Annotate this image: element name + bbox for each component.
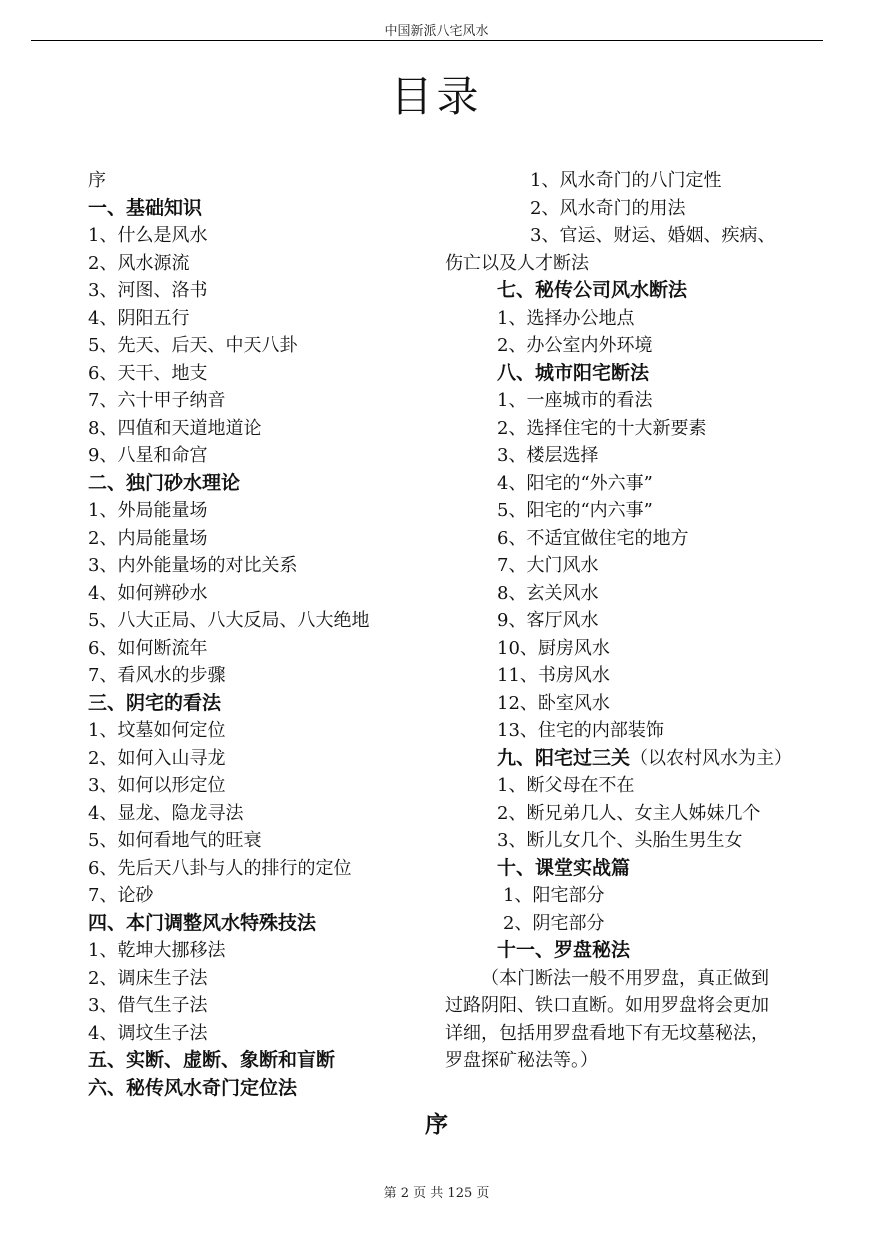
- toc-entry-text: 3、楼层选择: [497, 445, 599, 466]
- toc-entry-note: （以农村风水为主）: [630, 747, 793, 769]
- toc-entry-text: 3、河图、洛书: [88, 280, 208, 301]
- toc-entry: [88, 360, 369, 388]
- toc-entry-text: 9、客厅风水: [497, 610, 599, 631]
- page-header: 中国新派八宅风水: [384, 24, 489, 39]
- toc-entry: [445, 580, 830, 608]
- toc-entry: [88, 305, 369, 333]
- toc-entry: [445, 662, 830, 690]
- toc-entry: [88, 855, 369, 883]
- toc-entry-text: 5、如何看地气的旺衰: [88, 830, 262, 851]
- toc-entry-text: 6、天干、地支: [88, 362, 208, 384]
- toc-entry: [88, 745, 369, 773]
- toc-section-heading: [445, 855, 830, 883]
- toc-entry-text: 十、课堂实战篇: [497, 856, 631, 879]
- toc-section-heading: [445, 937, 830, 965]
- header-rule: [31, 40, 823, 41]
- page-footer: 第 2 页 共 125 页: [383, 1186, 490, 1201]
- toc-section-heading: [88, 910, 369, 938]
- toc-entry: [88, 415, 369, 443]
- toc-entry-text: 四、本门调整风水特殊技法: [88, 911, 317, 934]
- toc-entry: [445, 552, 830, 580]
- toc-entry: [88, 607, 369, 635]
- toc-entry: [88, 250, 369, 278]
- toc-entry: [445, 717, 830, 745]
- toc-entry-text: 4、阴阳五行: [88, 307, 190, 329]
- toc-entry: [88, 442, 369, 470]
- toc-entry: [445, 992, 830, 1020]
- toc-entry-text: 11、书房风水: [497, 665, 610, 686]
- toc-entry-text: 序: [88, 170, 106, 191]
- toc-entry: [445, 882, 830, 910]
- toc-entry-text: 2、断兄弟几人、女主人姊妹几个: [497, 802, 761, 824]
- toc-entry: [445, 195, 830, 223]
- toc-entry: [88, 525, 369, 553]
- toc-entry: [445, 497, 830, 525]
- toc-entry-text: 3、断儿女几个、头胎生男生女: [497, 830, 743, 851]
- toc-entry-text: 2、调床生子法: [88, 967, 208, 989]
- toc-entry: [88, 222, 369, 250]
- toc-entry-text: 7、看风水的步骤: [88, 665, 226, 686]
- toc-entry: [88, 965, 369, 993]
- toc-entry-text: 8、四值和天道地道论: [88, 417, 262, 439]
- toc-entry: [445, 827, 830, 855]
- toc-entry: [88, 827, 369, 855]
- toc-entry-text: 2、选择住宅的十大新要素: [497, 417, 707, 439]
- toc-entry-text: 6、如何断流年: [88, 637, 208, 659]
- toc-entry-text: 3、内外能量场的对比关系: [88, 555, 298, 576]
- toc-entry: [445, 415, 830, 443]
- toc-section-heading: [445, 277, 830, 305]
- toc-entry: [88, 635, 369, 663]
- toc-entry-text: 1、阳宅部分: [503, 885, 605, 906]
- toc-entry-text: 2、如何入山寻龙: [88, 747, 226, 769]
- toc-entry-text: 5、阳宅的“内六事”: [497, 500, 653, 521]
- toc-entry-text: 2、风水源流: [88, 252, 190, 274]
- toc-entry: [88, 332, 369, 360]
- toc-entry-text: 4、阳宅的“外六事”: [497, 472, 653, 494]
- toc-entry-text: 1、断父母在不在: [497, 775, 635, 796]
- toc-section-heading: [88, 690, 369, 718]
- toc-entry-text: 1、一座城市的看法: [497, 390, 653, 411]
- toc-section-heading: [445, 360, 830, 388]
- toc-entry: [445, 910, 830, 938]
- toc-section-heading: [88, 1075, 369, 1103]
- toc-entry-text: 5、先天、后天、中天八卦: [88, 335, 298, 356]
- toc-entry-text: 八、城市阳宅断法: [497, 361, 650, 384]
- toc-right-column: [445, 167, 830, 1075]
- toc-section-heading: [88, 195, 369, 223]
- toc-section-heading: [445, 745, 830, 773]
- toc-entry: [445, 965, 830, 993]
- toc-entry-text: 4、显龙、隐龙寻法: [88, 802, 244, 824]
- toc-entry-text: 3、如何以形定位: [88, 775, 226, 796]
- toc-entry-text: 十一、罗盘秘法: [497, 939, 631, 961]
- toc-entry: [445, 442, 830, 470]
- toc-entry-text: 4、如何辨砂水: [88, 582, 208, 604]
- toc-entry: [88, 717, 369, 745]
- toc-entry: [88, 497, 369, 525]
- toc-entry: [445, 635, 830, 663]
- toc-entry-text: 1、风水奇门的八门定性: [530, 170, 722, 191]
- toc-entry-text: 1、什么是风水: [88, 225, 208, 246]
- toc-entry: [445, 525, 830, 553]
- toc-entry: [88, 772, 369, 800]
- toc-entry-text: 9、八星和命宫: [88, 445, 208, 466]
- toc-entry: [88, 580, 369, 608]
- toc-entry: [445, 800, 830, 828]
- toc-entry: [88, 662, 369, 690]
- toc-entry-text: 罗盘探矿秘法等。）: [445, 1050, 598, 1071]
- toc-entry-text: （本门断法一般不用罗盘，真正做到: [481, 967, 769, 989]
- toc-entry: [445, 305, 830, 333]
- toc-entry: [445, 1020, 830, 1048]
- toc-entry-text: 七、秘传公司风水断法: [497, 279, 688, 301]
- toc-left-column: [88, 167, 369, 1102]
- toc-entry-text: 五、实断、虚断、象断和盲断: [88, 1049, 336, 1071]
- toc-entry-text: 过路阴阳、铁口直断。如用罗盘将会更加: [445, 995, 769, 1016]
- toc-entry-text: 二、独门砂水理论: [88, 471, 241, 494]
- toc-entry-text: 3、官运、财运、婚姻、疾病、: [530, 225, 776, 246]
- toc-entry-text: 2、内局能量场: [88, 527, 208, 549]
- toc-entry-text: 1、坟墓如何定位: [88, 720, 226, 741]
- toc-entry: [445, 772, 830, 800]
- toc-entry-text: 2、阴宅部分: [503, 912, 605, 934]
- toc-entry-text: 三、阴宅的看法: [88, 691, 222, 714]
- toc-entry-text: 12、卧室风水: [497, 692, 610, 714]
- toc-entry-text: 7、论砂: [88, 885, 154, 906]
- toc-entry: [445, 222, 830, 250]
- toc-entry-text: 8、玄关风水: [497, 582, 599, 604]
- toc-entry: [445, 607, 830, 635]
- toc-entry: [88, 1020, 369, 1048]
- toc-entry: [445, 1047, 830, 1075]
- toc-entry-text: 六、秘传风水奇门定位法: [88, 1076, 298, 1099]
- section-heading: 序: [425, 1112, 448, 1138]
- toc-entry-text: 7、大门风水: [497, 555, 599, 576]
- toc-entry-text: 10、厨房风水: [497, 637, 610, 659]
- toc-entry-text: 5、八大正局、八大反局、八大绝地: [88, 610, 370, 631]
- toc-entry-text: 一、基础知识: [88, 196, 203, 219]
- toc-entry-text: 伤亡以及人才断法: [445, 252, 589, 274]
- toc-entry: [445, 332, 830, 360]
- toc-title: 目录: [390, 72, 483, 121]
- toc-entry: [88, 552, 369, 580]
- toc-entry: [445, 470, 830, 498]
- toc-entry: [445, 690, 830, 718]
- toc-entry-text: 7、六十甲子纳音: [88, 390, 226, 411]
- toc-entry-text: 6、先后天八卦与人的排行的定位: [88, 857, 352, 879]
- toc-entry: [445, 167, 830, 195]
- toc-entry: [88, 277, 369, 305]
- toc-section-heading: [88, 470, 369, 498]
- toc-entry: [88, 937, 369, 965]
- toc-entry: [88, 800, 369, 828]
- toc-entry-text: 详细，包括用罗盘看地下有无坟墓秘法，: [445, 1022, 769, 1044]
- toc-entry-text: 1、选择办公地点: [497, 307, 635, 329]
- toc-entry: [88, 387, 369, 415]
- toc-entry-text: 1、乾坤大挪移法: [88, 940, 226, 961]
- toc-section-heading: [88, 1047, 369, 1075]
- toc-entry: [88, 882, 369, 910]
- toc-entry-text: 九、阳宅过三关: [497, 746, 631, 769]
- toc-entry-text: 2、办公室内外环境: [497, 335, 653, 356]
- toc-entry: [88, 167, 369, 195]
- toc-entry: [445, 250, 830, 278]
- toc-entry-text: 4、调坟生子法: [88, 1022, 208, 1044]
- toc-entry-text: 1、外局能量场: [88, 500, 208, 521]
- toc-entry: [445, 387, 830, 415]
- toc-entry-text: 3、借气生子法: [88, 995, 208, 1016]
- toc-entry-text: 6、不适宜做住宅的地方: [497, 527, 689, 549]
- toc-entry-text: 13、住宅的内部装饰: [497, 720, 664, 741]
- toc-entry-text: 2、风水奇门的用法: [530, 197, 686, 219]
- toc-entry: [88, 992, 369, 1020]
